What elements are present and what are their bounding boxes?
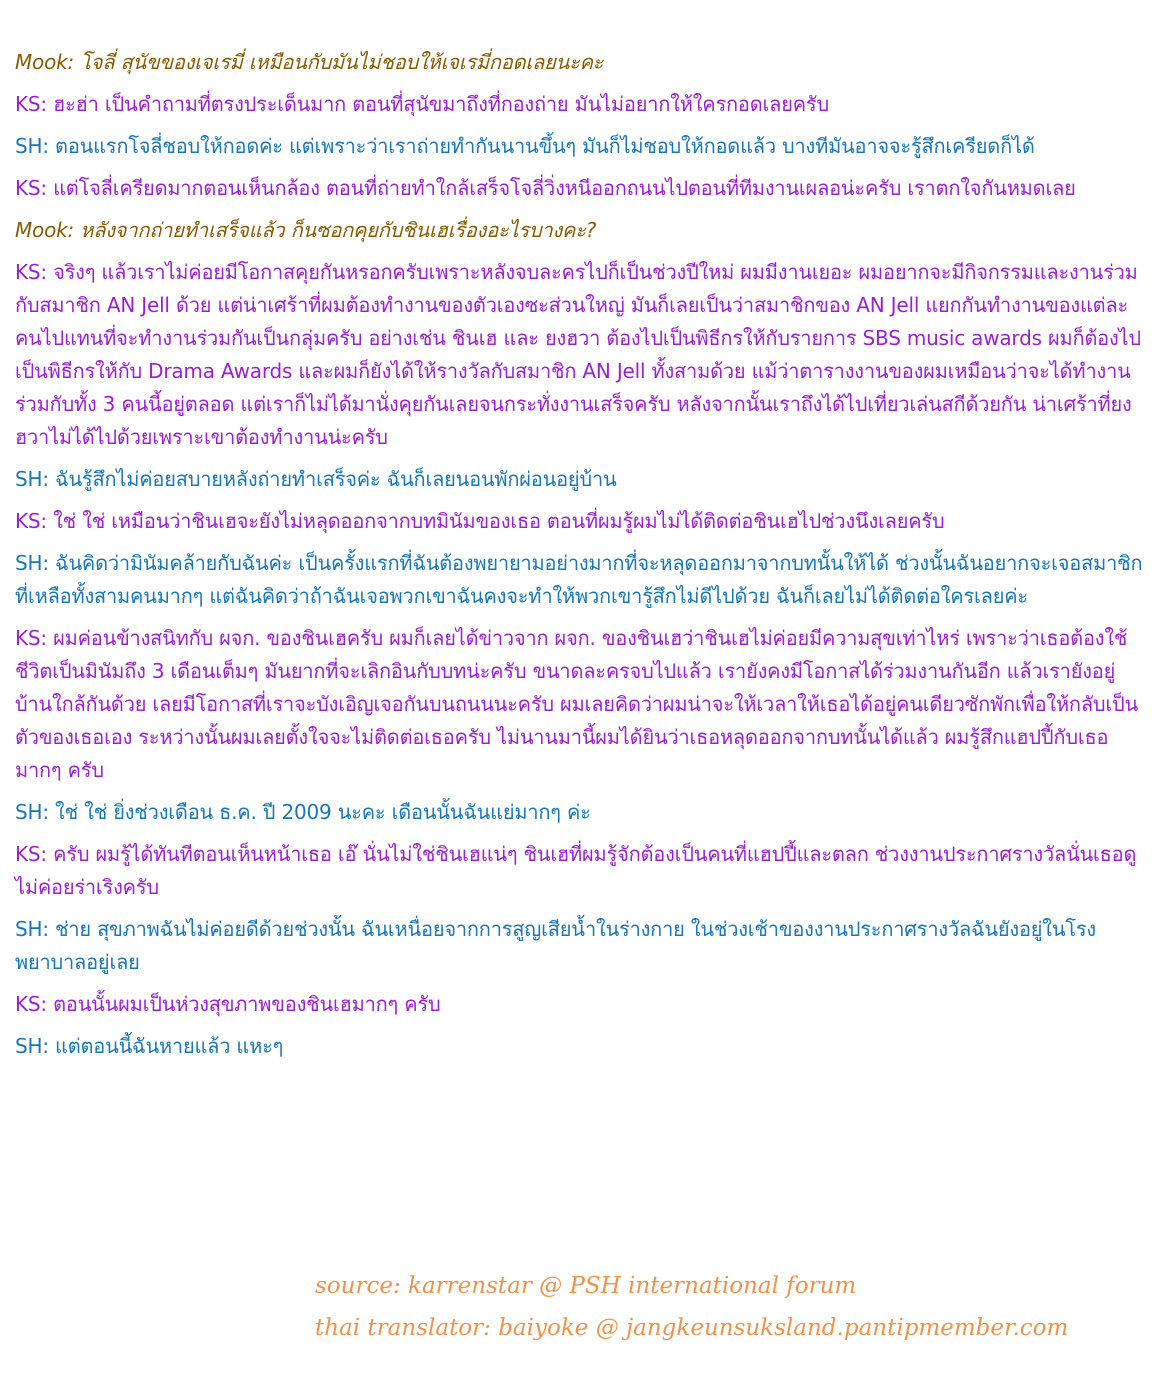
dialogue-line: KS: ฮะฮ่า เป็นคำถามที่ตรงประเด็นมาก ตอนที่สุนัขมาถึงที่กองถ่าย มันไม่อยากให้ใครกอดเลยครับ — [15, 92, 829, 116]
interview-transcript — [15, 46, 1143, 1072]
dialogue-line: Mook: โจลี่ สุนัขของเจเรมี่ เหมือนกับมันไม่ชอบให้เจเรมี่กอดเลยนะคะ — [15, 50, 604, 74]
translator-credit: thai translator: baiyoke @ jangkeunsuksland.pantipmember.com — [315, 1315, 1069, 1341]
dialogue-line: KS: ตอนนั้นผมเป็นห่วงสุขภาพของชินเฮมากๆ ครับ — [15, 992, 441, 1016]
dialogue-line: SH: ฉันรู้สึกไม่ค่อยสบายหลังถ่ายทำเสร็จค่ะ ฉันก็เลยนอนพักผ่อนอยู่บ้าน — [15, 467, 617, 491]
dialogue-line: SH: ช่าย สุขภาพฉันไม่ค่อยดีด้วยช่วงนั้น ฉันเหนื่อยจากการสูญเสียน้ำในร่างกาย ในช่วงเช้าของงานประกาศรางวัลฉันยังอยู่ในโรงพยาบาลอยู่เลย — [15, 917, 1096, 974]
dialogue-line: SH: ใช่ ใช่ ยิ่งช่วงเดือน ธ.ค. ปี 2009 นะคะ เดือนนั้นฉันแย่มากๆ ค่ะ — [15, 800, 591, 824]
dialogue-line: KS: จริงๆ แล้วเราไม่ค่อยมีโอกาสคุยกันหรอกครับเพราะหลังจบละครไปก็เป็นช่วงปีใหม่ ผมมีงานเยอะ ผมอยากจะมีกิจกรรมและงานร่วมกับสมาชิก AN Jell ด้วย แต่น่าเศร้าที่ผมต้องทำงานของตัวเองซะส่วนใหญ่ มันก็เลยเป็นว่าสมาชิกของ AN Jell แยกกันทำงานของแต่ละคนไปแทนที่จะทำงานร่วมกันเป็นกลุ่มครับ อย่างเช่น ชินเฮ และ ยงฮวา ต้องไปเป็นพิธีกรให้กับรายการ SBS music awards ผมก็ต้องไปเป็นพิธีกรให้กับ Drama Awards และผมก็ยังได้ให้รางวัลกับสมาชิก AN Jell ทั้งสามด้วย แม้ว่าตารางงานของผมเหมือนว่าจะได้ทำงานร่วมกับทั้ง 3 คนนี้อยู่ตลอด แต่เราก็ไม่ได้มานั่งคุยกันเลยจนกระทั่งงานเสร็จครับ หลังจากนั้นเราถึงได้ไปเที่ยวเล่นสกีด้วยกัน น่าเศร้าที่ยงฮวาไม่ได้ไปด้วยเพราะเขาต้องทำงานน่ะครับ — [15, 260, 1141, 449]
credits — [315, 1265, 1135, 1349]
dialogue-line: KS: ครับ ผมรู้ได้ทันทีตอนเห็นหน้าเธอ เอ๊ นั่นไม่ใช่ชินเฮแน่ๆ ชินเฮที่ผมรู้จักต้องเป็นคนที่แฮปปี้และตลก ช่วงงานประกาศรางวัลนั่นเธอดูไม่ค่อยร่าเริงครับ — [15, 842, 1137, 899]
dialogue-line: SH: แต่ตอนนี้ฉันหายแล้ว แหะๆ — [15, 1034, 284, 1058]
dialogue-line: KS: แต่โจลี่เครียดมากตอนเห็นกล้อง ตอนที่ถ่ายทำใกล้เสร็จโจลี่วิ่งหนีออกถนนไปตอนที่ทีมงานเผลอน่ะครับ เราตกใจกันหมดเลย — [15, 176, 1076, 200]
dialogue-line: KS: ผมค่อนข้างสนิทกับ ผจก. ของชินเฮครับ ผมก็เลยได้ข่าวจาก ผจก. ของชินเฮว่าชินเฮไม่ค่อยมีความสุขเท่าไหร่ เพราะว่าเธอต้องใช้ชีวิตเป็นมินัมถึง 3 เดือนเต็มๆ มันยากที่จะเลิกอินกับบทน่ะครับ ขนาดละครจบไปแล้ว เรายังคงมีโอกาสได้ร่วมงานกันอีก แล้วเรายังอยู่บ้านใกล้กันด้วย เลยมีโอกาสที่เราจะบังเอิญเจอกันบนถนนนะครับ ผมเลยคิดว่าผมน่าจะให้เวลาให้เธอได้อยู่คนเดียวซักพักเพื่อให้กลับเป็นตัวของเธอเอง ระหว่างนั้นผมเลยตั้งใจจะไม่ติดต่อเธอครับ ไม่นานมานี้ผมได้ยินว่าเธอหลุดออกจากบทนั้นได้แล้ว ผมรู้สึกแฮปปี้กับเธอมากๆ ครับ — [15, 626, 1138, 782]
dialogue-line: KS: ใช่ ใช่ เหมือนว่าชินเฮจะยังไม่หลุดออกจากบทมินัมของเธอ ตอนที่ผมรู้ผมไม่ได้ติดต่อชินเฮไปช่วงนึงเลยครับ — [15, 509, 945, 533]
dialogue-line: SH: ตอนแรกโจลี่ชอบให้กอดค่ะ แต่เพราะว่าเราถ่ายทำกันนานขึ้นๆ มันก็ไม่ชอบให้กอดแล้ว บางทีมันอาจจะรู้สึกเครียดก็ได้ — [15, 134, 1035, 158]
source-credit: source: karrenstar @ PSH international forum — [315, 1273, 857, 1299]
dialogue-line: Mook: หลังจากถ่ายทำเสร็จแล้ว ก็นซอกคุยกับชินเฮเรื่องอะไรบางคะ? — [15, 218, 597, 242]
dialogue-line: SH: ฉันคิดว่ามินัมคล้ายกับฉันค่ะ เป็นครั้งแรกที่ฉันต้องพยายามอย่างมากที่จะหลุดออกมาจากบทนั้นให้ได้ ช่วงนั้นฉันอยากจะเจอสมาชิกที่เหลือทั้งสามคนมากๆ แต่ฉันคิดว่าถ้าฉันเจอพวกเขาฉันคงจะทำให้พวกเขารู้สึกไม่ดีไปด้วย ฉันก็เลยไม่ได้ติดต่อใครเลยค่ะ — [15, 551, 1143, 608]
